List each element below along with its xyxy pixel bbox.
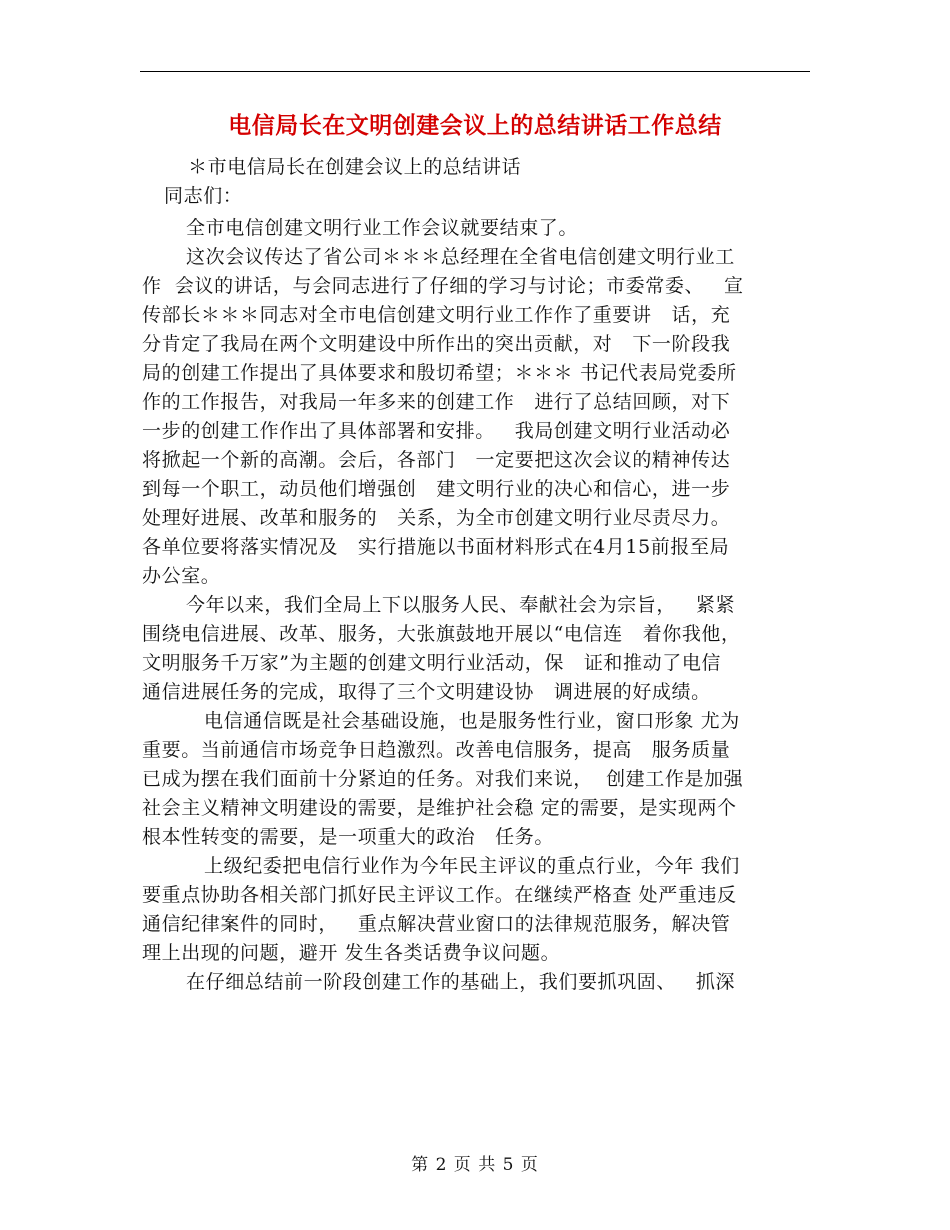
body-line: 通信纪律案件的同时， 重点解决营业窗口的法律规范服务，解决管 xyxy=(142,913,731,935)
body-line: 这次会议传达了省公司＊＊＊总经理在全省电信创建文明行业工 xyxy=(186,246,735,268)
body-line: 重要。当前通信市场竞争日趋激烈。改善电信服务，提高 服务质量 xyxy=(142,739,731,761)
page-footer: 第 2 页 共 5 页 xyxy=(411,1155,539,1175)
body-line: 将掀起一个新的高潮。会后，各部门 一定要把这次会议的精神传达 xyxy=(142,449,731,471)
body-line: 文明服务千万家”为主题的创建文明行业活动，保 证和推动了电信 xyxy=(142,652,722,674)
header-rule xyxy=(140,71,810,72)
body-line: 上级纪委把电信行业作为今年民主评议的重点行业，今年 我们 xyxy=(204,855,740,877)
body-line: 作 会议的讲话，与会同志进行了仔细的学习与讨论；市委常委、 宣 xyxy=(142,275,744,297)
salutation: 同志们： xyxy=(164,185,243,207)
body-line: 要重点协助各相关部门抓好民主评议工作。在继续严格查 处严重违反 xyxy=(142,884,737,906)
body-paragraphs xyxy=(142,214,808,997)
body-line: 一步的创建工作作出了具体部署和安排。 我局创建文明行业活动必 xyxy=(142,420,731,442)
body-line: 理上出现的问题，避开 发生各类话费争议问题。 xyxy=(142,942,561,964)
body-line: 围绕电信进展、改革、服务，大张旗鼓地开展以“电信连 着你我他， xyxy=(142,623,741,645)
body-line: 根本性转变的需要，是一项重大的政治 任务。 xyxy=(142,826,554,848)
body-line: 传部长＊＊＊同志对全市电信创建文明行业工作作了重要讲 话，充 xyxy=(142,304,731,326)
body-line: 电信通信既是社会基础设施，也是服务性行业，窗口形象 尤为 xyxy=(204,710,740,732)
document-title: 电信局长在文明创建会议上的总结讲话工作总结 xyxy=(228,113,722,139)
body-line: 社会主义精神文明建设的需要，是维护社会稳 定的需要，是实现两个 xyxy=(142,797,737,819)
body-line: 在仔细总结前一阶段创建工作的基础上，我们要抓巩固、 抓深 xyxy=(186,971,736,993)
body-line: 办公室。 xyxy=(142,565,221,587)
body-line: 局的创建工作提出了具体要求和殷切希望；＊＊＊ 书记代表局党委所 xyxy=(142,362,737,384)
body-line: 到每一个职工，动员他们增强创 建文明行业的决心和信心，进一步 xyxy=(142,478,731,500)
body-line: 处理好进展、改革和服务的 关系，为全市创建文明行业尽责尽力。 xyxy=(142,507,731,529)
body-line: 作的工作报告，对我局一年多来的创建工作 进行了总结回顾，对下 xyxy=(142,391,731,413)
body-line: 今年以来，我们全局上下以服务人民、奉献社会为宗旨， 紧紧 xyxy=(186,594,736,616)
body-line: 全市电信创建文明行业工作会议就要结束了。 xyxy=(186,217,579,239)
body-line: 分肯定了我局在两个文明建设中所作出的突出贡献，对 下一阶段我 xyxy=(142,333,731,355)
subtitle-line: ＊市电信局长在创建会议上的总结讲话 xyxy=(188,156,522,178)
body-line: 通信进展任务的完成，取得了三个文明建设协 调进展的好成绩。 xyxy=(142,681,711,703)
body-line: 各单位要将落实情况及 实行措施以书面材料形式在4月15前报至局 xyxy=(142,536,730,558)
body-line: 已成为摆在我们面前十分紧迫的任务。对我们来说， 创建工作是加强 xyxy=(142,768,744,790)
